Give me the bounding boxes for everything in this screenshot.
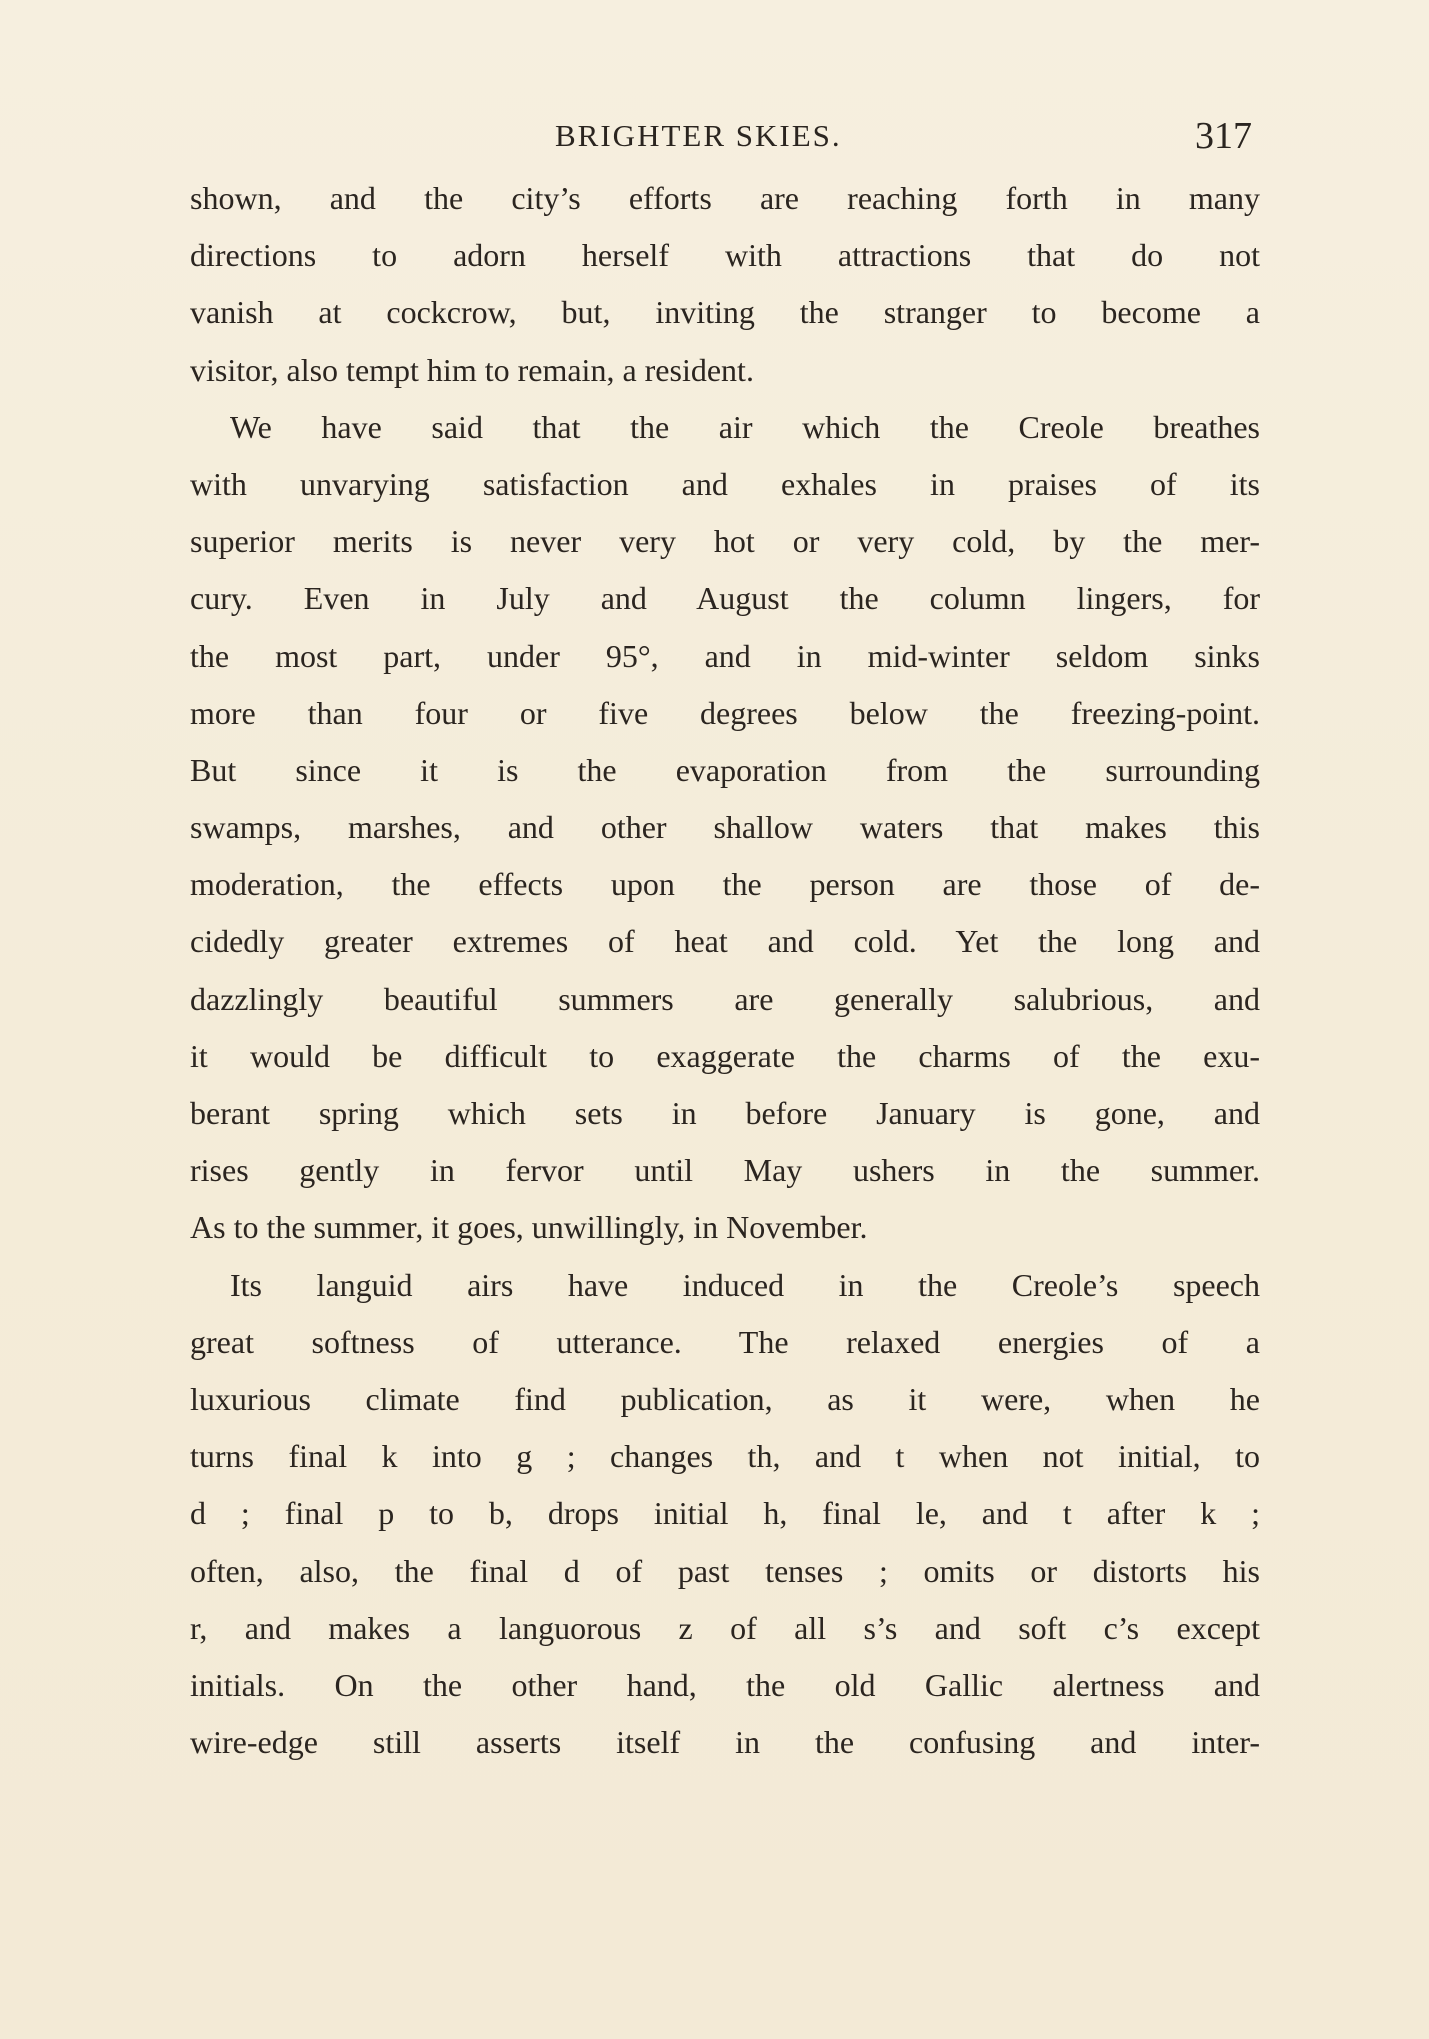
text-line: directions to adorn herself with attractions that do not [190, 237, 1260, 274]
text-line: superior merits is never very hot or very cold, by the mer- [190, 523, 1260, 560]
running-head: BRIGHTER SKIES. [555, 118, 842, 153]
text-line: with unvarying satisfaction and exhales in praises of its [190, 465, 1260, 502]
text-line: visitor, also tempt him to remain, a resident. [190, 351, 754, 388]
text-line: rises gently in fervor until May ushers in the summer. [190, 1152, 1260, 1189]
text-line: cury. Even in July and August the column lingers, for [190, 580, 1260, 617]
text-line: d ; final p to b, drops initial h, final le, and t after k ; [190, 1495, 1260, 1532]
text-line: swamps, marshes, and other shallow waters that makes this [190, 809, 1260, 846]
text-line: turns final k into g ; changes th, and t when not initial, to [190, 1438, 1260, 1475]
text-line: vanish at cockcrow, but, inviting the stranger to become a [190, 294, 1260, 331]
text-line: luxurious climate find publication, as it were, when he [190, 1380, 1260, 1417]
page-number: 317 [1195, 115, 1252, 157]
text-line: initials. On the other hand, the old Gallic alertness and [190, 1666, 1260, 1703]
text-line: r, and makes a languorous z of all s’s and soft c’s except [190, 1609, 1260, 1646]
text-line: great softness of utterance. The relaxed energies of a [190, 1323, 1260, 1360]
text-line: We have said that the air which the Creole breathes [230, 408, 1260, 445]
text-line: shown, and the city’s efforts are reaching forth in many [190, 180, 1260, 216]
text-line: dazzlingly beautiful summers are generally salubrious, and [190, 980, 1260, 1017]
text-line: the most part, under 95°, and in mid-winter seldom sinks [190, 637, 1260, 674]
text-line: often, also, the final d of past tenses ; omits or distorts his [190, 1552, 1260, 1589]
body-text [190, 170, 1260, 1771]
text-line: cidedly greater extremes of heat and cold. Yet the long and [190, 923, 1260, 960]
text-line: more than four or five degrees below the freezing-point. [190, 694, 1260, 731]
text-line: Its languid airs have induced in the Creole’s speech [230, 1266, 1260, 1303]
text-line: wire-edge still asserts itself in the confusing and inter- [190, 1724, 1260, 1761]
text-line: But since it is the evaporation from the surrounding [190, 751, 1260, 788]
text-line: moderation, the effects upon the person are those of de- [190, 866, 1260, 903]
text-line: berant spring which sets in before January is gone, and [190, 1095, 1260, 1131]
text-line: As to the summer, it goes, unwillingly, in November. [190, 1209, 868, 1246]
text-line: it would be difficult to exaggerate the charms of the exu- [190, 1037, 1260, 1074]
page-header [190, 115, 1260, 168]
